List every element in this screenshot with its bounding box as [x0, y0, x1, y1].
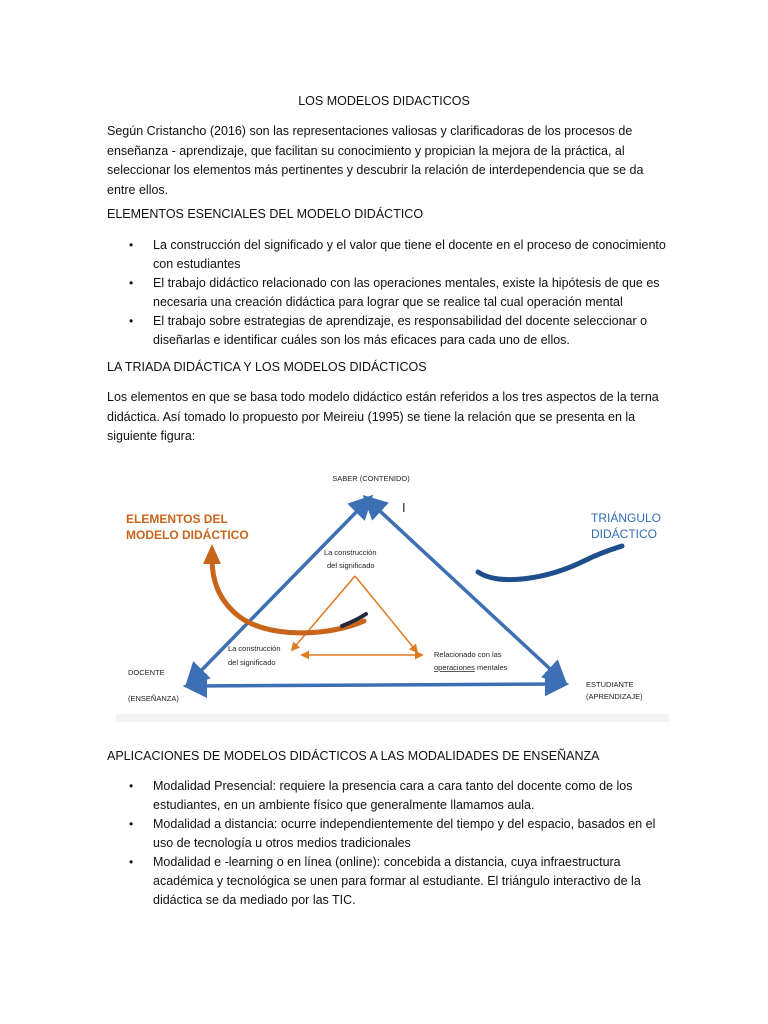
vertex-estudiante-label-line2: (APRENDIZAJE)	[586, 692, 643, 701]
section3-list	[107, 777, 667, 910]
document-title: LOS MODELOS DIDACTICOS	[298, 94, 470, 108]
vertex-docente-label-line1: DOCENTE	[128, 668, 165, 677]
right-curved-arrow	[478, 546, 622, 580]
right-figure-title-line2: DIDÁCTICO	[591, 527, 657, 541]
inner-edge-left	[292, 576, 355, 650]
inner-top-label-line2: del significado	[327, 561, 375, 570]
vertex-estudiante-label-line1: ESTUDIANTE	[586, 680, 634, 689]
list-item: • El trabajo sobre estrategias de aprendizaje, es responsabilidad del docente seleccionar o diseñarlas e identificar cuáles son los más eficaces para cada uno de ellos.	[129, 314, 648, 347]
section1-list	[107, 236, 667, 350]
intro-paragraph: Según Cristancho (2016) son las representaciones valiosas y clarificadoras de los procesos de enseñanza - aprendizaje, que facilitan su conocimiento y propician la mejora de la práctica, al seleccionar los elementos más pertinentes y descubrir la relación de interdependencia que se da entre ellos.	[107, 124, 644, 197]
edge-docente-estudiante	[190, 684, 562, 686]
didactic-triangle-figure	[116, 464, 669, 722]
bullet-icon: •	[129, 314, 134, 328]
inner-right-label-line1: Relacionado con las	[434, 650, 502, 659]
list-item: • El trabajo didáctico relacionado con las operaciones mentales, existe la hipótesis de que es necesaria una creación didáctica para lograr que se realice tal cual operación mental	[129, 276, 660, 309]
vertex-docente-label-line2: (ENSEÑANZA)	[128, 694, 179, 703]
bullet-icon: •	[129, 817, 134, 831]
vertex-saber-label: SABER (CONTENIDO)	[332, 474, 410, 483]
bullet-icon: •	[129, 276, 134, 290]
inner-left-label-line1: La construcción	[228, 644, 281, 653]
inner-triangle	[292, 576, 422, 655]
left-figure-title-line2: MODELO DIDÁCTICO	[126, 528, 249, 542]
bullet-icon: •	[129, 238, 134, 252]
inner-right-label-line2: operaciones mentales	[434, 663, 508, 672]
inner-left-label-line2: del significado	[228, 658, 276, 667]
list-item: • La construcción del significado y el valor que tiene el docente en el proceso de conocimiento con estudiantes	[129, 238, 666, 271]
inner-top-label-line1: La construcción	[324, 548, 377, 557]
left-figure-title-line1: ELEMENTOS DEL	[126, 512, 228, 526]
bullet-icon: •	[129, 855, 134, 869]
right-figure-title-line1: TRIÁNGULO	[591, 511, 662, 525]
list-item: • Modalidad Presencial: requiere la presencia cara a cara tanto del docente como de los estudiantes, en un ambiente físico que generalmente llamamos aula.	[129, 779, 633, 812]
figure-bottom-band	[116, 714, 669, 722]
bullet-icon: •	[129, 779, 134, 793]
section1-heading: ELEMENTOS ESENCIALES DEL MODELO DIDÁCTICO	[107, 207, 424, 221]
list-item: • Modalidad e -learning o en línea (online): concebida a distancia, cuya infraestructura académica y tecnológica se unen para formar al estudiante. El triángulo interactivo de la didáctica se da mediado por las TIC.	[129, 855, 641, 907]
section2-heading: LA TRIADA DIDÁCTICA Y LOS MODELOS DIDÁCTICOS	[107, 360, 427, 374]
left-curved-arrowhead	[203, 544, 221, 564]
roman-numeral-label: I	[402, 500, 406, 515]
section3-heading: APLICACIONES DE MODELOS DIDÁCTICOS A LAS MODALIDADES DE ENSEÑANZA	[107, 749, 600, 763]
section2-paragraph: Los elementos en que se basa todo modelo didáctico están referidos a los tres aspectos de la terna didáctica. Así tomado lo propuesto por Meireiu (1995) se tiene la relación que se presenta en la siguiente figura:	[107, 390, 659, 443]
list-item: • Modalidad a distancia: ocurre independientemente del tiempo y del espacio, basados en el uso de tecnología u otros medios tradicionales	[129, 817, 656, 850]
